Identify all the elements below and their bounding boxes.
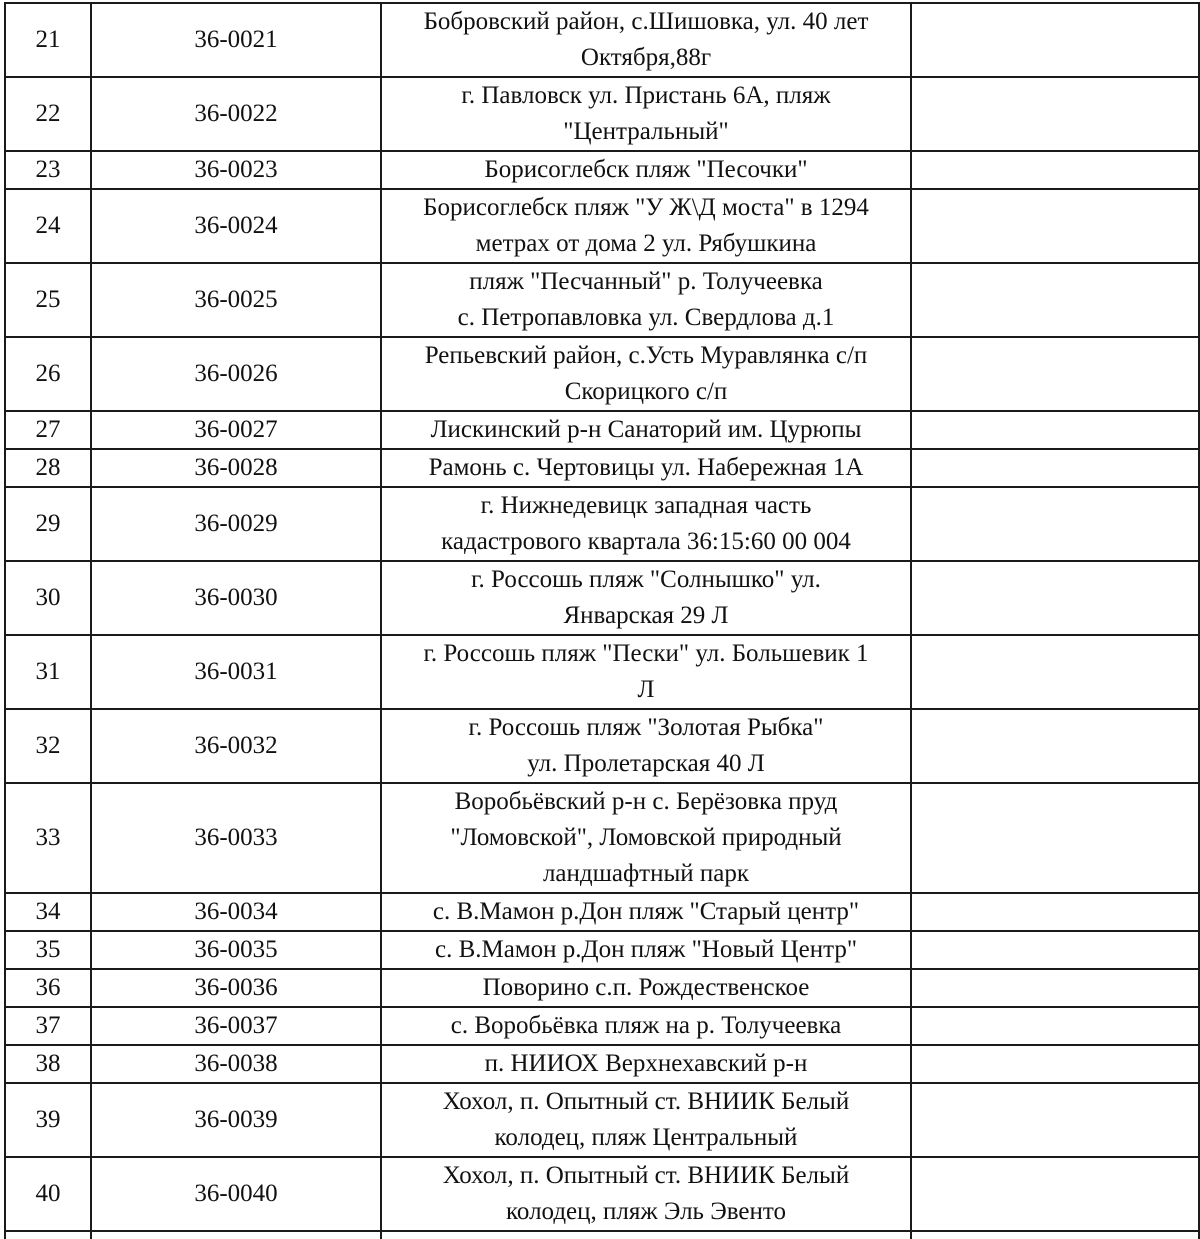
address-cell	[381, 709, 911, 783]
table-row-partial	[5, 1231, 1199, 1239]
row-number-cell: 39	[5, 1083, 91, 1157]
address-cell	[381, 151, 911, 189]
empty-notes-cell	[911, 411, 1199, 449]
row-number-cell: 24	[5, 189, 91, 263]
table-row	[5, 561, 1199, 635]
row-number-cell: 28	[5, 449, 91, 487]
address-cell	[381, 487, 911, 561]
address-cell	[381, 931, 911, 969]
registry-code-cell: 36-0027	[91, 411, 381, 449]
table-row	[5, 1045, 1199, 1083]
address-cell	[381, 263, 911, 337]
registry-code-cell: 36-0024	[91, 189, 381, 263]
row-number-cell: 21	[5, 3, 91, 77]
registry-code-cell: 36-0034	[91, 893, 381, 931]
row-number-cell: 30	[5, 561, 91, 635]
address-line: Рамонь с. Чертовицы ул. Набережная 1А	[428, 454, 864, 481]
empty-notes-cell	[911, 189, 1199, 263]
registry-code-cell: 36-0030	[91, 561, 381, 635]
empty-notes-cell	[911, 1157, 1199, 1231]
address-line: г. Россошь пляж "Пески" ул. Большевик 1	[423, 640, 869, 667]
address-line: ул. Пролетарская 40 Л	[527, 750, 765, 777]
row-number-cell: 23	[5, 151, 91, 189]
row-number-cell: 36	[5, 969, 91, 1007]
address-line: пляж "Песчанный" р. Толучеевка	[469, 268, 823, 295]
row-number-cell: 26	[5, 337, 91, 411]
address-cell	[381, 893, 911, 931]
address-line: Хохол, п. Опытный ст. ВНИИК Белый	[442, 1162, 850, 1189]
registry-code-cell: 36-0028	[91, 449, 381, 487]
empty-notes-cell	[911, 561, 1199, 635]
row-number-cell: 38	[5, 1045, 91, 1083]
row-number-cell: 25	[5, 263, 91, 337]
empty-notes-cell	[911, 1007, 1199, 1045]
address-line: Бобровский район, с.Шишовка, ул. 40 лет	[423, 8, 869, 35]
address-line: г. Нижнедевицк западная часть	[480, 492, 812, 519]
beach-registry-table	[4, 2, 1200, 1239]
registry-code-cell: 36-0025	[91, 263, 381, 337]
empty-notes-cell	[911, 893, 1199, 931]
address-line: Л	[637, 676, 655, 703]
table-row	[5, 3, 1199, 77]
registry-code-cell: 36-0032	[91, 709, 381, 783]
address-cell	[381, 337, 911, 411]
table-row	[5, 931, 1199, 969]
address-cell	[381, 1157, 911, 1231]
empty-notes-cell	[911, 77, 1199, 151]
address-line: Скорицкого с/п	[564, 378, 728, 405]
table-row	[5, 77, 1199, 151]
address-line: с. В.Мамон р.Дон пляж "Новый Центр"	[434, 936, 858, 963]
address-cell	[381, 561, 911, 635]
registry-code-cell: 36-0021	[91, 3, 381, 77]
registry-code-cell: 36-0031	[91, 635, 381, 709]
address-cell	[381, 3, 911, 77]
address-line: Борисоглебск пляж "Песочки"	[484, 156, 808, 183]
address-line: кадастрового квартала 36:15:60 00 004	[441, 528, 851, 555]
registry-code-cell: 36-0038	[91, 1045, 381, 1083]
address-cell	[381, 77, 911, 151]
address-line: Лискинский р-н Санаторий им. Цурюпы	[430, 416, 862, 443]
empty-notes-cell	[911, 635, 1199, 709]
registry-code-cell: 36-0037	[91, 1007, 381, 1045]
address-line: Октября,88г	[580, 44, 712, 71]
registry-code-cell: 36-0035	[91, 931, 381, 969]
registry-code-cell: 36-0022	[91, 77, 381, 151]
row-number-cell: 37	[5, 1007, 91, 1045]
address-line: с. Петропавловка ул. Свердлова д.1	[457, 304, 835, 331]
address-cell	[381, 1007, 911, 1045]
row-number-cell: 34	[5, 893, 91, 931]
address-cell	[381, 635, 911, 709]
partial-cell	[91, 1231, 381, 1239]
address-line: Поворино с.п. Рождественское	[482, 974, 810, 1001]
row-number-cell: 33	[5, 783, 91, 893]
row-number-cell: 40	[5, 1157, 91, 1231]
address-cell	[381, 969, 911, 1007]
empty-notes-cell	[911, 1083, 1199, 1157]
table-row	[5, 1083, 1199, 1157]
empty-notes-cell	[911, 709, 1199, 783]
address-line: с. В.Мамон р.Дон пляж "Старый центр"	[432, 898, 860, 925]
address-line: г. Россошь пляж "Солнышко" ул.	[471, 566, 821, 593]
table-row	[5, 151, 1199, 189]
table-row	[5, 893, 1199, 931]
row-number-cell: 32	[5, 709, 91, 783]
address-line: ландшафтный парк	[542, 860, 750, 887]
empty-notes-cell	[911, 449, 1199, 487]
empty-notes-cell	[911, 783, 1199, 893]
partial-cell	[911, 1231, 1199, 1239]
empty-notes-cell	[911, 1045, 1199, 1083]
table-row	[5, 635, 1199, 709]
address-line: метрах от дома 2 ул. Рябушкина	[475, 230, 817, 257]
partial-cell	[5, 1231, 91, 1239]
table-row	[5, 709, 1199, 783]
address-line: "Ломовской", Ломовской природный	[450, 824, 842, 851]
address-line: Хохол, п. Опытный ст. ВНИИК Белый	[442, 1088, 850, 1115]
registry-table-body	[5, 3, 1199, 1239]
row-number-cell: 22	[5, 77, 91, 151]
empty-notes-cell	[911, 151, 1199, 189]
address-cell	[381, 411, 911, 449]
address-cell	[381, 189, 911, 263]
row-number-cell: 27	[5, 411, 91, 449]
address-line: Борисоглебск пляж "У Ж\Д моста" в 1294	[423, 194, 869, 221]
address-line: "Центральный"	[563, 118, 729, 145]
address-cell	[381, 1083, 911, 1157]
address-line: г. Павловск ул. Пристань 6А, пляж	[461, 82, 831, 109]
empty-notes-cell	[911, 337, 1199, 411]
table-row	[5, 263, 1199, 337]
registry-code-cell: 36-0036	[91, 969, 381, 1007]
empty-notes-cell	[911, 3, 1199, 77]
address-line: Январская 29 Л	[563, 602, 729, 629]
registry-code-cell: 36-0033	[91, 783, 381, 893]
address-line: колодец, пляж Центральный	[494, 1124, 798, 1151]
registry-code-cell: 36-0039	[91, 1083, 381, 1157]
table-row	[5, 1007, 1199, 1045]
row-number-cell: 35	[5, 931, 91, 969]
empty-notes-cell	[911, 487, 1199, 561]
address-line: п. НИИОХ Верхнехавский р-н	[484, 1050, 808, 1077]
address-line: Репьевский район, с.Усть Муравлянка с/п	[424, 342, 868, 369]
address-cell	[381, 449, 911, 487]
empty-notes-cell	[911, 969, 1199, 1007]
address-line: Воробьёвский р-н с. Берёзовка пруд	[454, 788, 838, 815]
table-row	[5, 449, 1199, 487]
table-row	[5, 487, 1199, 561]
registry-code-cell: 36-0026	[91, 337, 381, 411]
table-row	[5, 189, 1199, 263]
table-row	[5, 1157, 1199, 1231]
address-line: с. Воробьёвка пляж на р. Толучеевка	[450, 1012, 842, 1039]
table-row	[5, 969, 1199, 1007]
empty-notes-cell	[911, 931, 1199, 969]
table-row	[5, 337, 1199, 411]
address-line: колодец, пляж Эль Эвенто	[506, 1198, 786, 1225]
row-number-cell: 29	[5, 487, 91, 561]
table-row	[5, 411, 1199, 449]
registry-code-cell: 36-0040	[91, 1157, 381, 1231]
table-row	[5, 783, 1199, 893]
address-cell	[381, 783, 911, 893]
row-number-cell: 31	[5, 635, 91, 709]
registry-code-cell: 36-0029	[91, 487, 381, 561]
empty-notes-cell	[911, 263, 1199, 337]
registry-code-cell: 36-0023	[91, 151, 381, 189]
address-line: г. Россошь пляж "Золотая Рыбка"	[468, 714, 824, 741]
address-cell	[381, 1045, 911, 1083]
partial-cell	[381, 1231, 911, 1239]
